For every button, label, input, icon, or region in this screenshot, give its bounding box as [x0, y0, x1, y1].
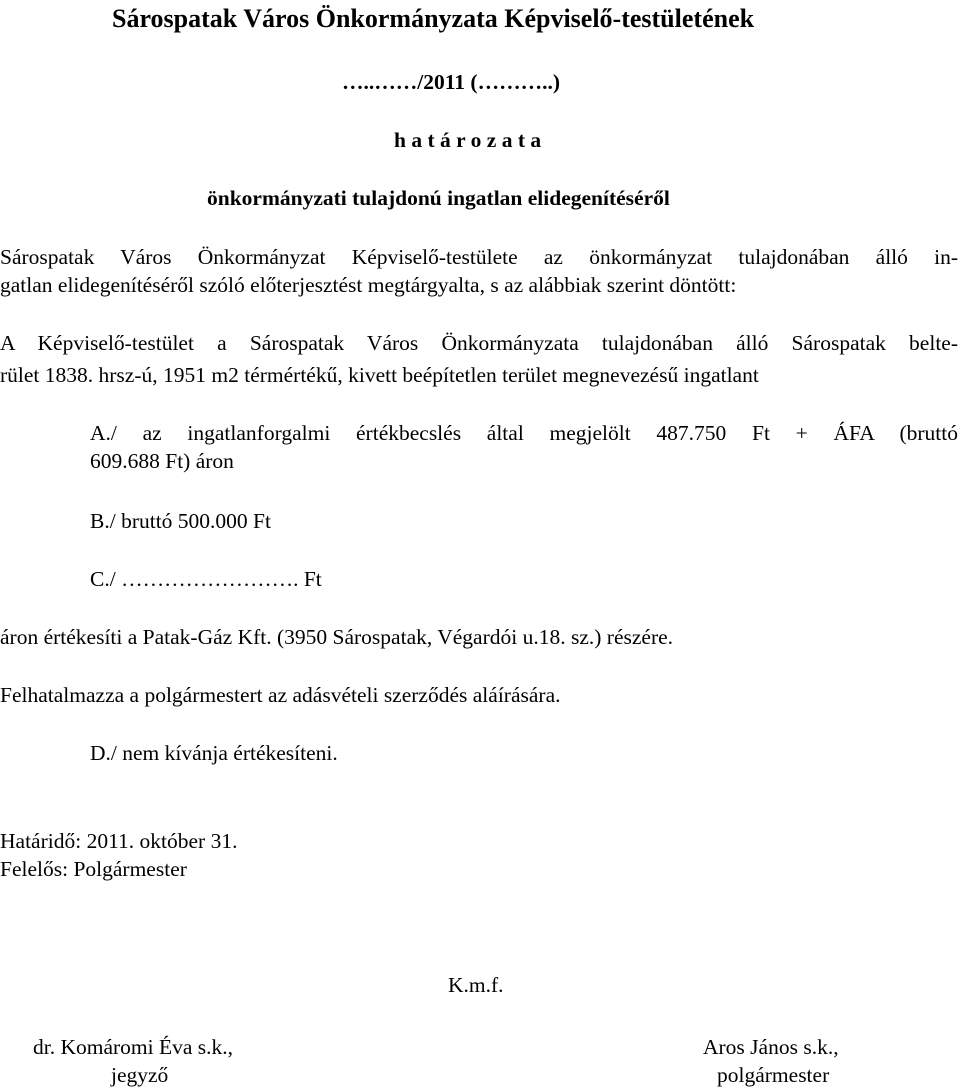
signatory-right-name: Aros János s.k.,	[703, 1035, 839, 1059]
document-heading: Sárospatak Város Önkormányzata Képviselő-testületének	[112, 4, 755, 33]
signatory-right-title: polgármester	[717, 1063, 830, 1087]
option-a-line-2: 609.688 Ft) áron	[90, 449, 234, 473]
deadline: Határidő: 2011. október 31.	[0, 829, 238, 853]
decision-line-2: rület 1838. hrsz-ú, 1951 m2 térmértékű, kivett beépítetlen terület megnevezésű ingatlant	[0, 363, 759, 387]
signatory-left-title: jegyző	[111, 1063, 169, 1087]
sale-statement: áron értékesíti a Patak-Gáz Kft. (3950 Sárospatak, Végardói u.18. sz.) részére.	[0, 625, 674, 649]
option-c: C./ ……………………. Ft	[90, 567, 322, 591]
option-d: D./ nem kívánja értékesíteni.	[90, 741, 338, 765]
document-type: h a t á r o z a t a	[394, 128, 542, 152]
resolution-number: …..……/2011 (………..)	[342, 70, 560, 94]
decision-line-1: A Képviselő-testület a Sárospatak Város Önkormányzata tulajdonában álló Sárospatak belte-	[0, 331, 958, 355]
option-b: B./ bruttó 500.000 Ft	[90, 509, 271, 533]
option-a-line-1: A./ az ingatlanforgalmi értékbecslés által megjelölt 487.750 Ft + ÁFA (bruttó	[90, 421, 958, 445]
document-subject: önkormányzati tulajdonú ingatlan elidegenítéséről	[207, 186, 670, 210]
intro-line-1: Sárospatak Város Önkormányzat Képviselő-testülete az önkormányzat tulajdonában álló in-	[0, 245, 958, 269]
signatory-left-name: dr. Komáromi Éva s.k.,	[33, 1035, 234, 1059]
responsible-person: Felelős: Polgármester	[0, 857, 187, 881]
authorization-statement: Felhatalmazza a polgármestert az adásvételi szerződés aláírására.	[0, 683, 561, 707]
intro-line-2: gatlan elidegenítéséről szóló előterjesztést megtárgyalta, s az alábbiak szerint döntött:	[0, 273, 737, 297]
kmf-mark: K.m.f.	[448, 973, 504, 997]
